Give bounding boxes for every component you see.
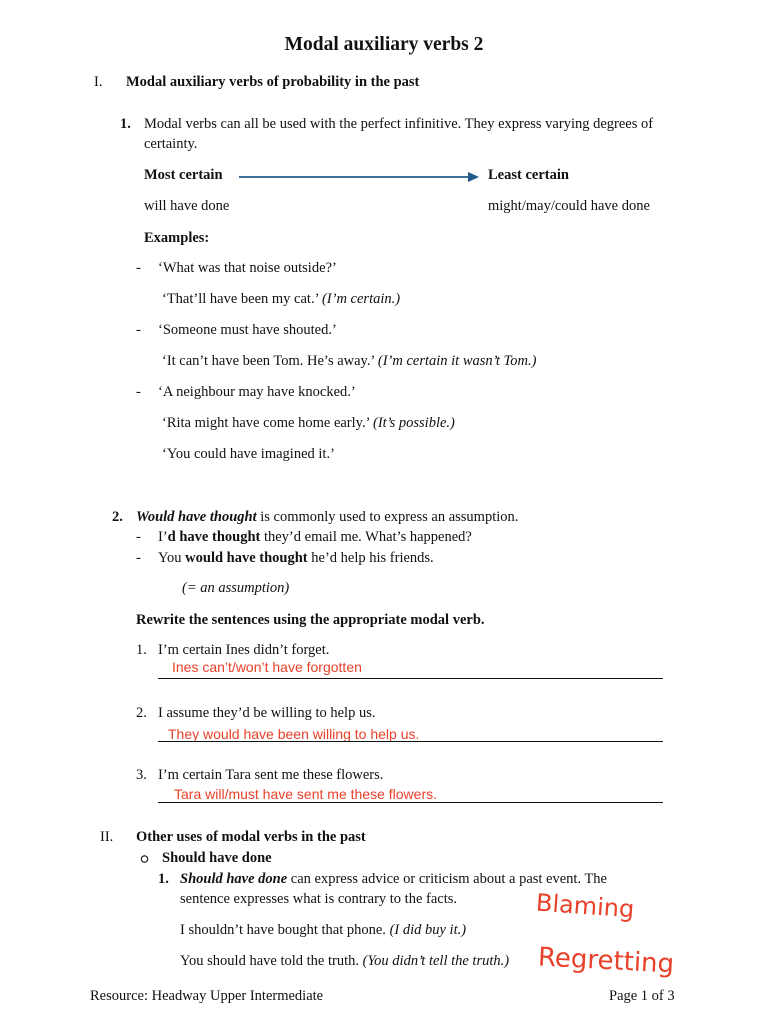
- answer-line: [158, 741, 663, 742]
- example-3-answer: ‘Rita might have come home early.’ (It’s possible.): [162, 415, 455, 431]
- item-1-text-line1: Modal verbs can all be used with the perfect infinitive. They express varying degrees of: [144, 116, 654, 132]
- example-3: ‘A neighbour may have knocked.’: [158, 384, 356, 400]
- most-certain-label: Most certain: [144, 167, 223, 183]
- item-2-example-2: You would have thought he’d help his friends.: [158, 550, 434, 566]
- footer-page-number: Page 1 of 3: [609, 988, 675, 1004]
- exercise-1-answer: Ines can’t/won’t have forgotten: [172, 659, 362, 675]
- item-2-number: 2.: [112, 509, 123, 525]
- exercise-instruction: Rewrite the sentences using the appropriate modal verb.: [136, 612, 485, 628]
- least-certain-label: Least certain: [488, 167, 569, 183]
- section-1-numeral: I.: [94, 74, 103, 90]
- example-3-extra: ‘You could have imagined it.’: [162, 446, 335, 462]
- exercise-3-answer: Tara will/must have sent me these flowers.: [174, 786, 437, 802]
- exercise-3-number: 3.: [136, 767, 147, 783]
- example-1: ‘What was that noise outside?’: [158, 260, 337, 276]
- section-2-heading: Other uses of modal verbs in the past: [136, 829, 366, 845]
- dash: -: [136, 322, 141, 338]
- footer-resource: Resource: Headway Upper Intermediate: [90, 988, 324, 1004]
- might-may-could: might/may/could have done: [488, 198, 650, 214]
- section-2-item-1-line1: Should have done can express advice or criticism about a past event. The: [180, 871, 607, 887]
- section-2-numeral: II.: [100, 829, 114, 845]
- section-1-heading: Modal auxiliary verbs of probability in the past: [126, 74, 420, 90]
- item-1-number: 1.: [120, 116, 131, 132]
- exercise-2-prompt: I assume they’d be willing to help us.: [158, 705, 376, 721]
- example-2-answer: ‘It can’t have been Tom. He’s away.’ (I’m certain it wasn’t Tom.): [162, 353, 537, 369]
- will-have-done: will have done: [144, 198, 230, 214]
- dash: -: [136, 529, 141, 545]
- assumption-note: (= an assumption): [182, 580, 290, 596]
- exercise-1-number: 1.: [136, 642, 147, 658]
- item-1-text-line2: certainty.: [144, 136, 198, 152]
- exercise-3-prompt: I’m certain Tara sent me these flowers.: [158, 767, 384, 783]
- section-2-example-2: You should have told the truth. (You didn’t tell the truth.): [180, 953, 510, 969]
- example-1-answer: ‘That’ll have been my cat.’ (I’m certain.): [162, 291, 401, 307]
- dash: -: [136, 550, 141, 566]
- item-2-example-1: I’d have thought they’d email me. What’s happened?: [158, 529, 472, 545]
- exercise-2-answer: They would have been willing to help us.: [168, 726, 420, 742]
- answer-line: [158, 678, 663, 679]
- dash: -: [136, 260, 141, 276]
- handwritten-blaming: Blaming: [535, 888, 636, 924]
- subsection-heading: Should have done: [162, 850, 272, 866]
- page-title: Modal auxiliary verbs 2: [284, 34, 484, 55]
- exercise-1-prompt: I’m certain Ines didn’t forget.: [158, 642, 330, 658]
- examples-heading: Examples:: [144, 230, 210, 246]
- section-2-example-1: I shouldn’t have bought that phone. (I did buy it.): [180, 922, 467, 938]
- dash: -: [136, 384, 141, 400]
- section-2-item-1-line2: sentence expresses what is contrary to the facts.: [180, 891, 458, 907]
- bullet-circle-icon: [140, 850, 150, 871]
- item-2-text: Would have thought is commonly used to express an assumption.: [136, 509, 519, 525]
- example-2: ‘Someone must have shouted.’: [158, 322, 337, 338]
- handwritten-regretting: Regretting: [537, 942, 675, 980]
- answer-line: [158, 802, 663, 803]
- section-2-item-1-number: 1.: [158, 871, 169, 887]
- exercise-2-number: 2.: [136, 705, 147, 721]
- certainty-arrow: [238, 170, 480, 184]
